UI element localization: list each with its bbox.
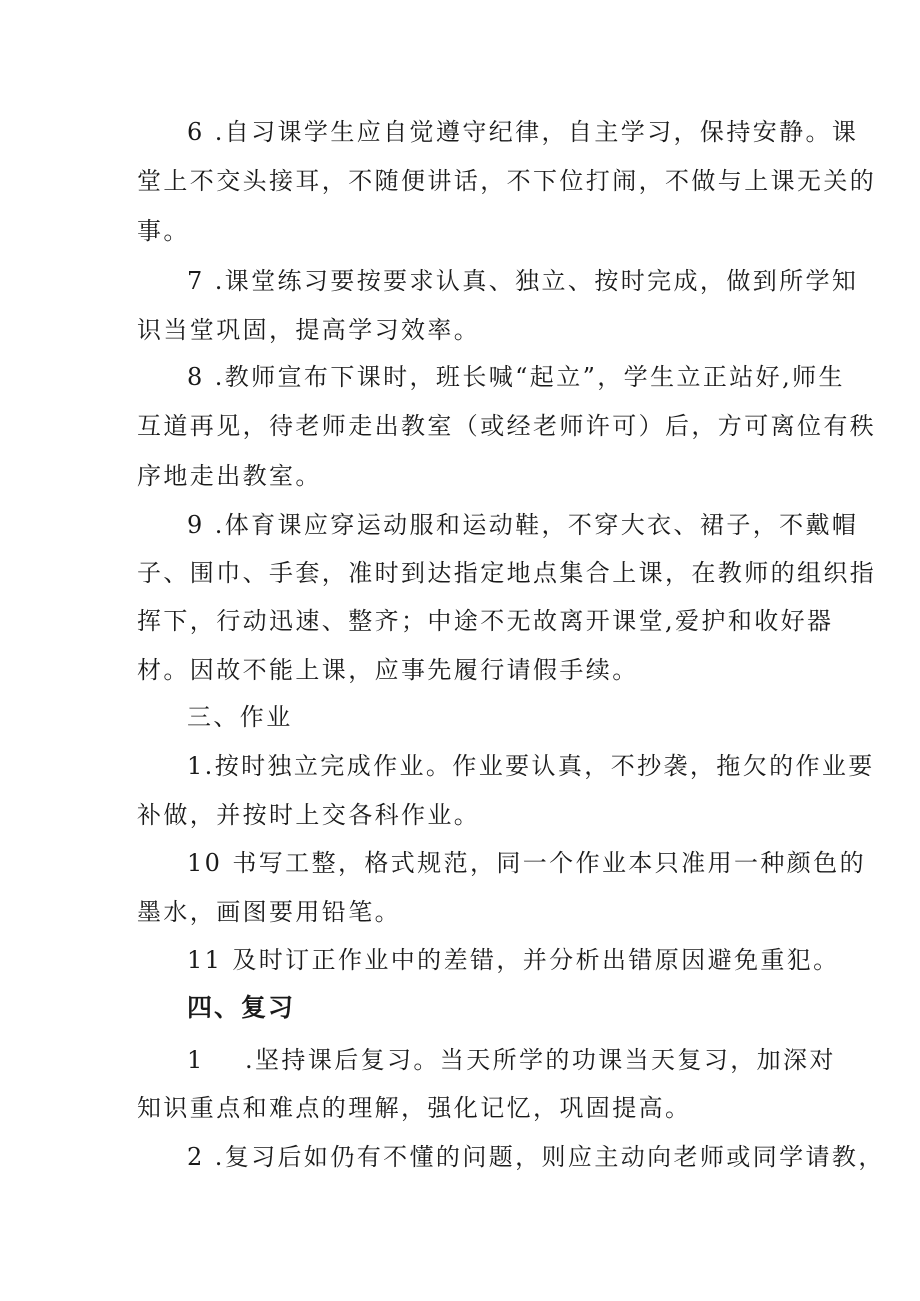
section-3-title: 三、作业 (187, 703, 293, 731)
review-1-number: 1 (187, 1046, 205, 1074)
paragraph-8-line-3: 序地走出教室。 (137, 462, 322, 490)
paragraph-9-line-1: 9 .体育课应穿运动服和运动鞋，不穿大衣、裙子，不戴帽 (187, 511, 859, 539)
homework-1-line-2: 补做，并按时上交各科作业。 (137, 801, 481, 829)
homework-1-line-1: 1.按时独立完成作业。作业要认真，不抄袭，拖欠的作业要 (187, 752, 875, 780)
paragraph-6-line-3: 事。 (137, 217, 190, 245)
review-1-line-1: .坚持课后复习。当天所学的功课当天复习，加深对 (245, 1046, 836, 1074)
paragraph-9-line-2: 子、围巾、手套，准时到达指定地点集合上课，在教师的组织指 (137, 559, 877, 587)
review-1-line-2: 知识重点和难点的理解，强化记忆，巩固提高。 (137, 1094, 692, 1122)
homework-10-line-1: 10 书写工整，格式规范，同一个作业本只准用一种颜色的 (187, 849, 866, 877)
paragraph-7-line-1: 7 .课堂练习要按要求认真、独立、按时完成，做到所学知 (187, 267, 859, 295)
homework-11-line-1: 11 及时订正作业中的差错，并分析出错原因避免重犯。 (187, 946, 840, 974)
paragraph-6-line-1: 6 .自习课学生应自觉遵守纪律，自主学习，保持安静。课 (187, 118, 859, 146)
paragraph-9-line-4: 材。因故不能上课，应事先履行请假手续。 (137, 656, 639, 684)
section-4-title: 四、复习 (187, 993, 296, 1022)
review-2-line-1: 2 .复习后如仍有不懂的问题，则应主动向老师或同学请教， (187, 1143, 885, 1171)
homework-10-line-2: 墨水，画图要用铅笔。 (137, 898, 401, 926)
paragraph-8-line-2: 互道再见，待老师走出教室（或经老师许可）后，方可离位有秩 (137, 412, 877, 440)
paragraph-9-line-3: 挥下，行动迅速、整齐；中途不无故离开课堂,爱护和收好器 (137, 607, 834, 635)
paragraph-7-line-2: 识当堂巩固，提高学习效率。 (137, 316, 481, 344)
paragraph-8-line-1: 8 .教师宣布下课时，班长喊“起立”，学生立正站好,师生 (187, 363, 845, 391)
paragraph-6-line-2: 堂上不交头接耳，不随便讲话，不下位打闹，不做与上课无关的 (137, 167, 877, 195)
